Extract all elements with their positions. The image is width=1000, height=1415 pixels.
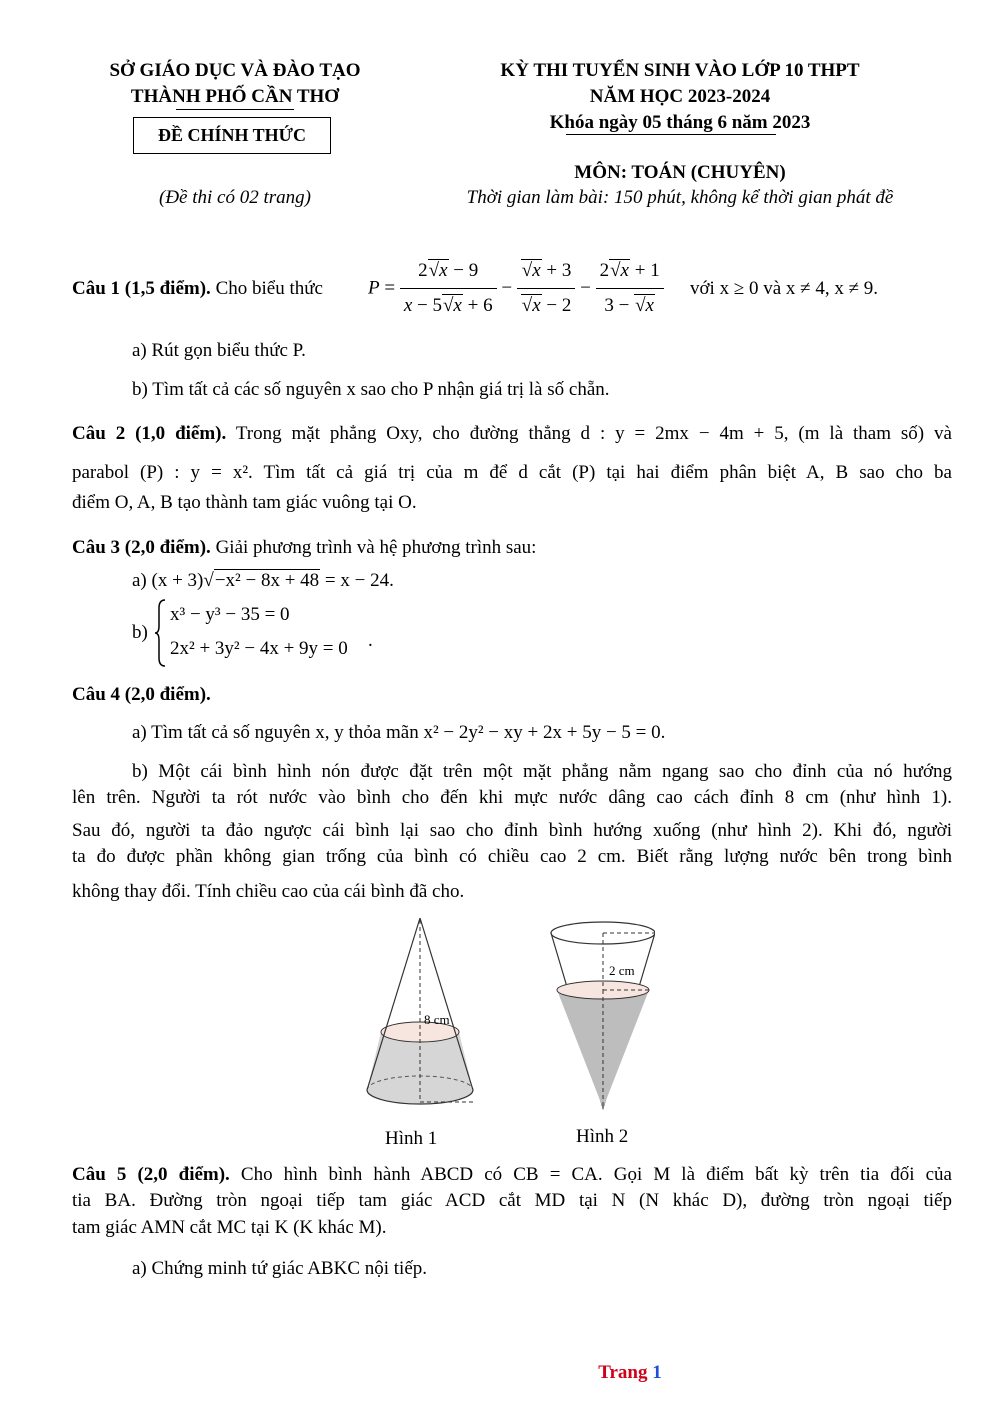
q1-part-b: b) Tìm tất cả các số nguyên x sao cho P nhận giá trị là số chẵn. xyxy=(132,379,610,400)
q1-fraction-2: $\frac{√x + 3}{√x - 2}$ xyxy=(517,258,576,319)
q3-a-prefix: a) (x + 3) xyxy=(132,570,204,591)
q5-line-1 xyxy=(72,1162,952,1188)
q2-text-1: Trong mặt phẳng Oxy, cho đường thẳng d : y = 2mx − 4m + 5, (m là tham số) và xyxy=(235,423,952,444)
q3-b-eq2: 2x² + 3y² − 4x + 9y = 0 xyxy=(170,638,348,659)
q3-b-end: . xyxy=(368,630,373,651)
q3-label: Câu 3 (2,0 điểm). xyxy=(72,537,211,558)
q4-b-line-3: Sau đó, người ta đảo ngược cái bình lại sao cho đỉnh bình hướng xuống (như hình 2). Khi đó, người xyxy=(72,820,952,841)
q1-label: Câu 1 (1,5 điểm). xyxy=(72,278,211,299)
q1-condition: với x ≥ 0 và x ≠ 4, x ≠ 9. xyxy=(690,278,879,299)
q5-line-2: tia BA. Đường tròn ngoại tiếp tam giác ACD cắt MD tại N (N khác D), đường tròn ngoại tiếp xyxy=(72,1190,952,1211)
q5-text-1: Cho hình bình hành ABCD có CB = CA. Gọi M là điểm bất kỳ trên tia đối của xyxy=(240,1164,952,1185)
system-brace xyxy=(153,598,167,668)
figure-2-cone xyxy=(551,922,655,1108)
q3-intro: Giải phương trình và hệ phương trình sau: xyxy=(215,537,537,558)
q1-fraction-1: $\frac{2√x - 9}{x - 5√x + 6}$ xyxy=(400,258,497,319)
q4-b-line-1: b) Một cái bình hình nón được đặt trên một mặt phẳng nằm ngang sao cho đỉnh của nó hướng xyxy=(132,761,952,782)
official-exam-box xyxy=(133,117,331,154)
sqrt-sign: √ xyxy=(203,570,214,591)
q3-part-a xyxy=(132,568,394,594)
q3-stem xyxy=(72,535,536,561)
time-note: Thời gian làm bài: 150 phút, không kể thời gian phát đề xyxy=(466,187,894,208)
q5-line-3: tam giác AMN cắt MC tại K (K khác M). xyxy=(72,1217,387,1238)
figures xyxy=(355,915,655,1120)
exam-date: Khóa ngày 05 tháng 6 năm 2023 xyxy=(549,112,811,133)
official-exam-label: ĐỀ CHÍNH THỨC xyxy=(157,125,307,145)
q2-line-2: parabol (P) : y = x². Tìm tất cả giá trị của m để d cắt (P) tại hai điểm phân biệt A, B sao cho ba xyxy=(72,462,952,483)
q5-label: Câu 5 (2,0 điểm). xyxy=(72,1164,230,1185)
q2-line-3: điểm O, A, B tạo thành tam giác vuông tại O. xyxy=(72,492,417,513)
school-year: NĂM HỌC 2023-2024 xyxy=(589,86,771,107)
fig2-caption: Hình 2 xyxy=(576,1126,629,1147)
page-footer xyxy=(0,1360,1000,1386)
q3-b-eq1: x³ − y³ − 35 = 0 xyxy=(170,604,290,625)
q3-a-suffix: = x − 24. xyxy=(324,570,394,591)
q2-line-1 xyxy=(72,421,952,447)
subject: MÔN: TOÁN (CHUYÊN) xyxy=(574,162,786,183)
page-number: 1 xyxy=(652,1362,662,1383)
fig1-height-label: 8 cm xyxy=(424,1012,450,1027)
q1-expression: P = $\frac{2√x - 9}{x - 5√x + 6}$ − $\frac{√x + 3}{√x - 2}$ − $\frac{2√x + 1}{3 - √x}$ xyxy=(368,258,664,324)
q1-intro: Cho biểu thức xyxy=(215,278,323,299)
figure-1-cone xyxy=(367,918,473,1104)
q3-part-b-label: b) xyxy=(132,622,148,643)
q4-label: Câu 4 (2,0 điểm). xyxy=(72,684,211,705)
department-name: SỞ GIÁO DỤC VÀ ĐÀO TẠO xyxy=(109,60,361,81)
exam-title: KỲ THI TUYỂN SINH VÀO LỚP 10 THPT xyxy=(500,60,860,81)
q4-part-a: a) Tìm tất cả số nguyên x, y thỏa mãn x² − 2y² − xy + 2x + 5y − 5 = 0. xyxy=(132,722,666,743)
fig2-height-label: 2 cm xyxy=(609,963,635,978)
q2-label: Câu 2 (1,0 điểm). xyxy=(72,423,227,444)
q1-part-a: a) Rút gọn biểu thức P. xyxy=(132,340,306,361)
q1-stem xyxy=(72,276,323,302)
city-name: THÀNH PHỐ CẦN THƠ xyxy=(130,86,340,107)
q4-b-line-2: lên trên. Người ta rót nước vào bình cho đến khi mực nước dâng cao cách đỉnh 8 cm (như hình 1). xyxy=(72,787,952,808)
q4-b-line-5: không thay đổi. Tính chiều cao của cái bình đã cho. xyxy=(72,881,465,902)
header-underline-left xyxy=(176,109,294,110)
header-underline-right xyxy=(566,134,776,135)
q5-part-a: a) Chứng minh tứ giác ABKC nội tiếp. xyxy=(132,1258,428,1279)
q3-a-radicand: −x² − 8x + 48 xyxy=(214,570,320,591)
fig1-caption: Hình 1 xyxy=(385,1128,438,1149)
pages-note: (Đề thi có 02 trang) xyxy=(159,187,311,208)
page-word: Trang xyxy=(598,1362,648,1383)
q4-b-line-4: ta đo được phần không gian trống của bình có chiều cao 2 cm. Biết rằng lượng nước bên trong bình xyxy=(72,846,952,867)
q1-fraction-3: $\frac{2√x + 1}{3 - √x}$ xyxy=(596,258,664,319)
